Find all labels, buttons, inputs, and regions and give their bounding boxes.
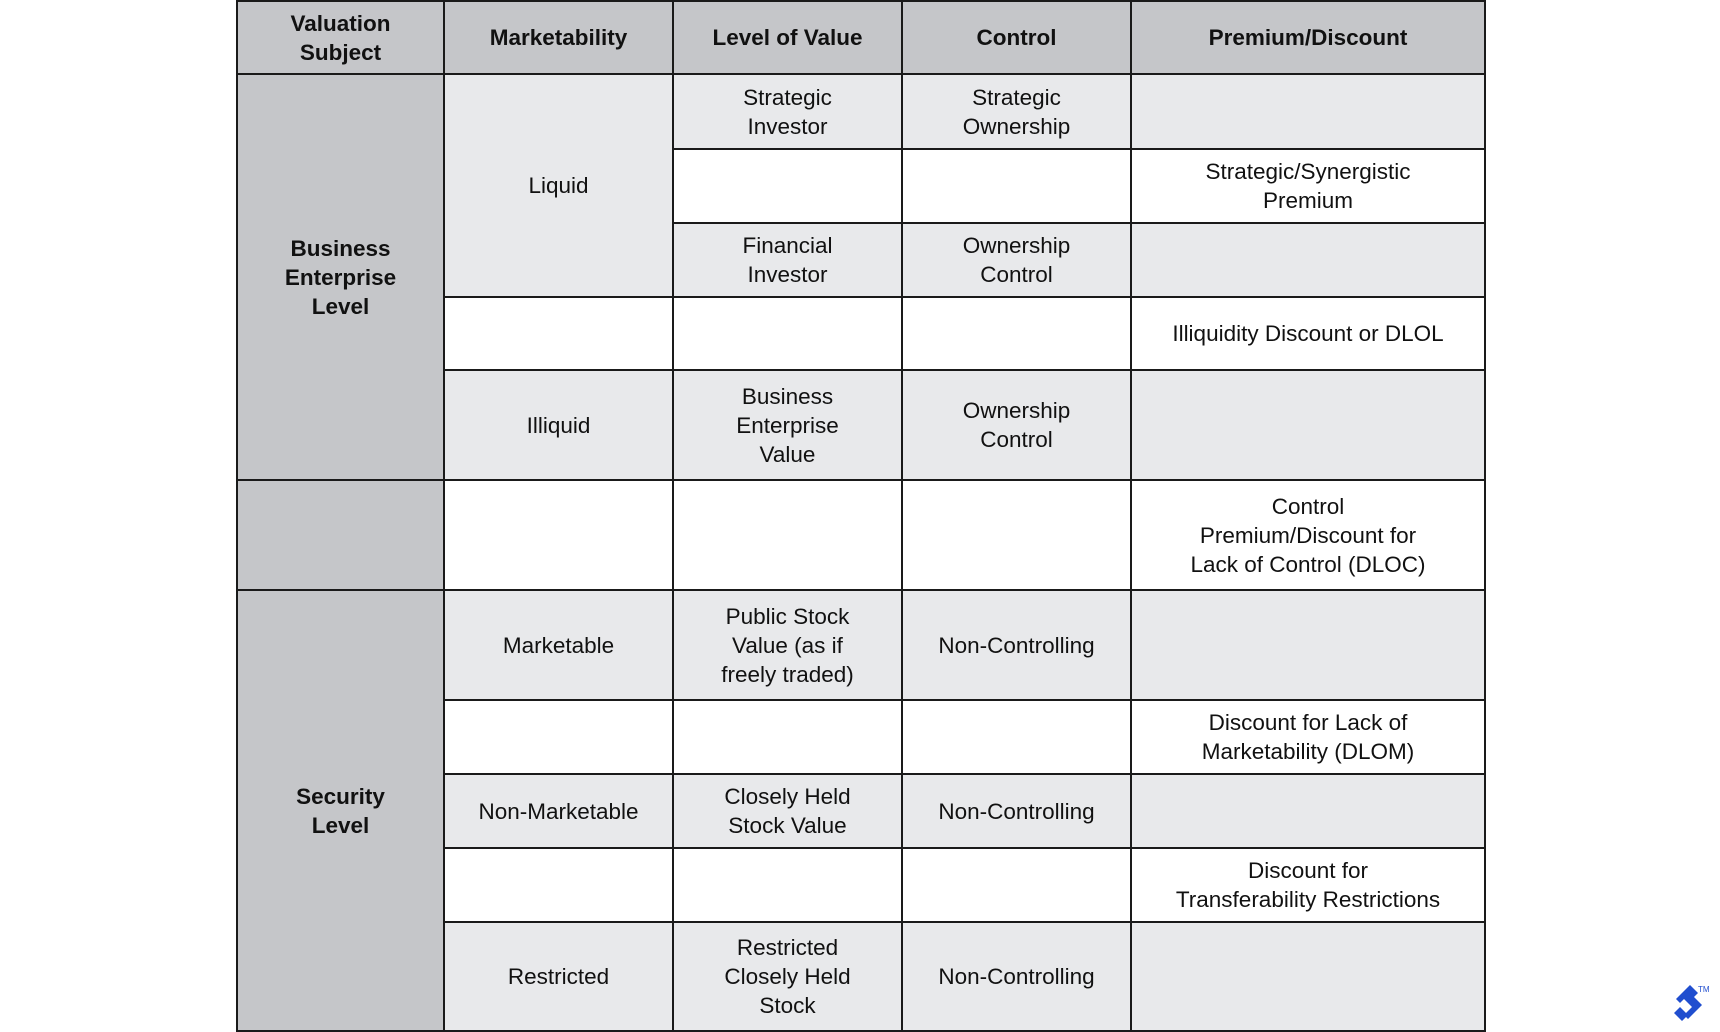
premium-discount-cell: Strategic/Synergistic Premium: [1130, 148, 1486, 224]
marketability-cell: [443, 296, 674, 371]
marketability-cell: [443, 847, 674, 923]
subject-business-enterprise: Business Enterprise Level: [236, 73, 445, 481]
marketability-cell: [443, 699, 674, 775]
premium-discount-cell: Illiquidity Discount or DLOL: [1130, 296, 1486, 371]
control-cell: Strategic Ownership: [901, 73, 1132, 150]
subject-blank: [236, 479, 445, 591]
trademark-label: TM: [1698, 985, 1710, 994]
premium-discount-cell: [1130, 73, 1486, 150]
marketability-cell: Non-Marketable: [443, 773, 674, 849]
marketability-cell: Restricted: [443, 921, 674, 1032]
subject-security-level: Security Level: [236, 589, 445, 1032]
premium-discount-cell: Control Premium/Discount for Lack of Control (DLOC): [1130, 479, 1486, 591]
level-of-value-cell: Financial Investor: [672, 222, 903, 298]
level-of-value-cell: Public Stock Value (as if freely traded): [672, 589, 903, 701]
level-of-value-cell: [672, 847, 903, 923]
control-cell: Ownership Control: [901, 369, 1132, 481]
control-cell: [901, 847, 1132, 923]
level-of-value-cell: Closely Held Stock Value: [672, 773, 903, 849]
control-cell: [901, 148, 1132, 224]
brand-logo: [1668, 983, 1712, 1027]
premium-discount-cell: Discount for Transferability Restrictions: [1130, 847, 1486, 923]
marketability-cell: Marketable: [443, 589, 674, 701]
control-cell: [901, 479, 1132, 591]
premium-discount-cell: [1130, 921, 1486, 1032]
control-cell: Ownership Control: [901, 222, 1132, 298]
header-level-of-value: Level of Value: [672, 0, 903, 75]
marketability-liquid: Liquid: [443, 73, 674, 298]
premium-discount-cell: Discount for Lack of Marketability (DLOM): [1130, 699, 1486, 775]
level-of-value-cell: Strategic Investor: [672, 73, 903, 150]
level-of-value-cell: [672, 699, 903, 775]
premium-discount-cell: [1130, 222, 1486, 298]
control-cell: Non-Controlling: [901, 589, 1132, 701]
level-of-value-cell: [672, 148, 903, 224]
control-cell: [901, 699, 1132, 775]
level-of-value-cell: Business Enterprise Value: [672, 369, 903, 481]
marketability-cell: [443, 479, 674, 591]
header-marketability: Marketability: [443, 0, 674, 75]
premium-discount-cell: [1130, 589, 1486, 701]
control-cell: Non-Controlling: [901, 921, 1132, 1032]
level-of-value-cell: [672, 296, 903, 371]
header-premium-discount: Premium/Discount: [1130, 0, 1486, 75]
header-valuation-subject: Valuation Subject: [236, 0, 445, 75]
header-control: Control: [901, 0, 1132, 75]
premium-discount-cell: [1130, 773, 1486, 849]
premium-discount-cell: [1130, 369, 1486, 481]
control-cell: [901, 296, 1132, 371]
level-of-value-cell: [672, 479, 903, 591]
control-cell: Non-Controlling: [901, 773, 1132, 849]
level-of-value-cell: Restricted Closely Held Stock: [672, 921, 903, 1032]
marketability-cell: Illiquid: [443, 369, 674, 481]
